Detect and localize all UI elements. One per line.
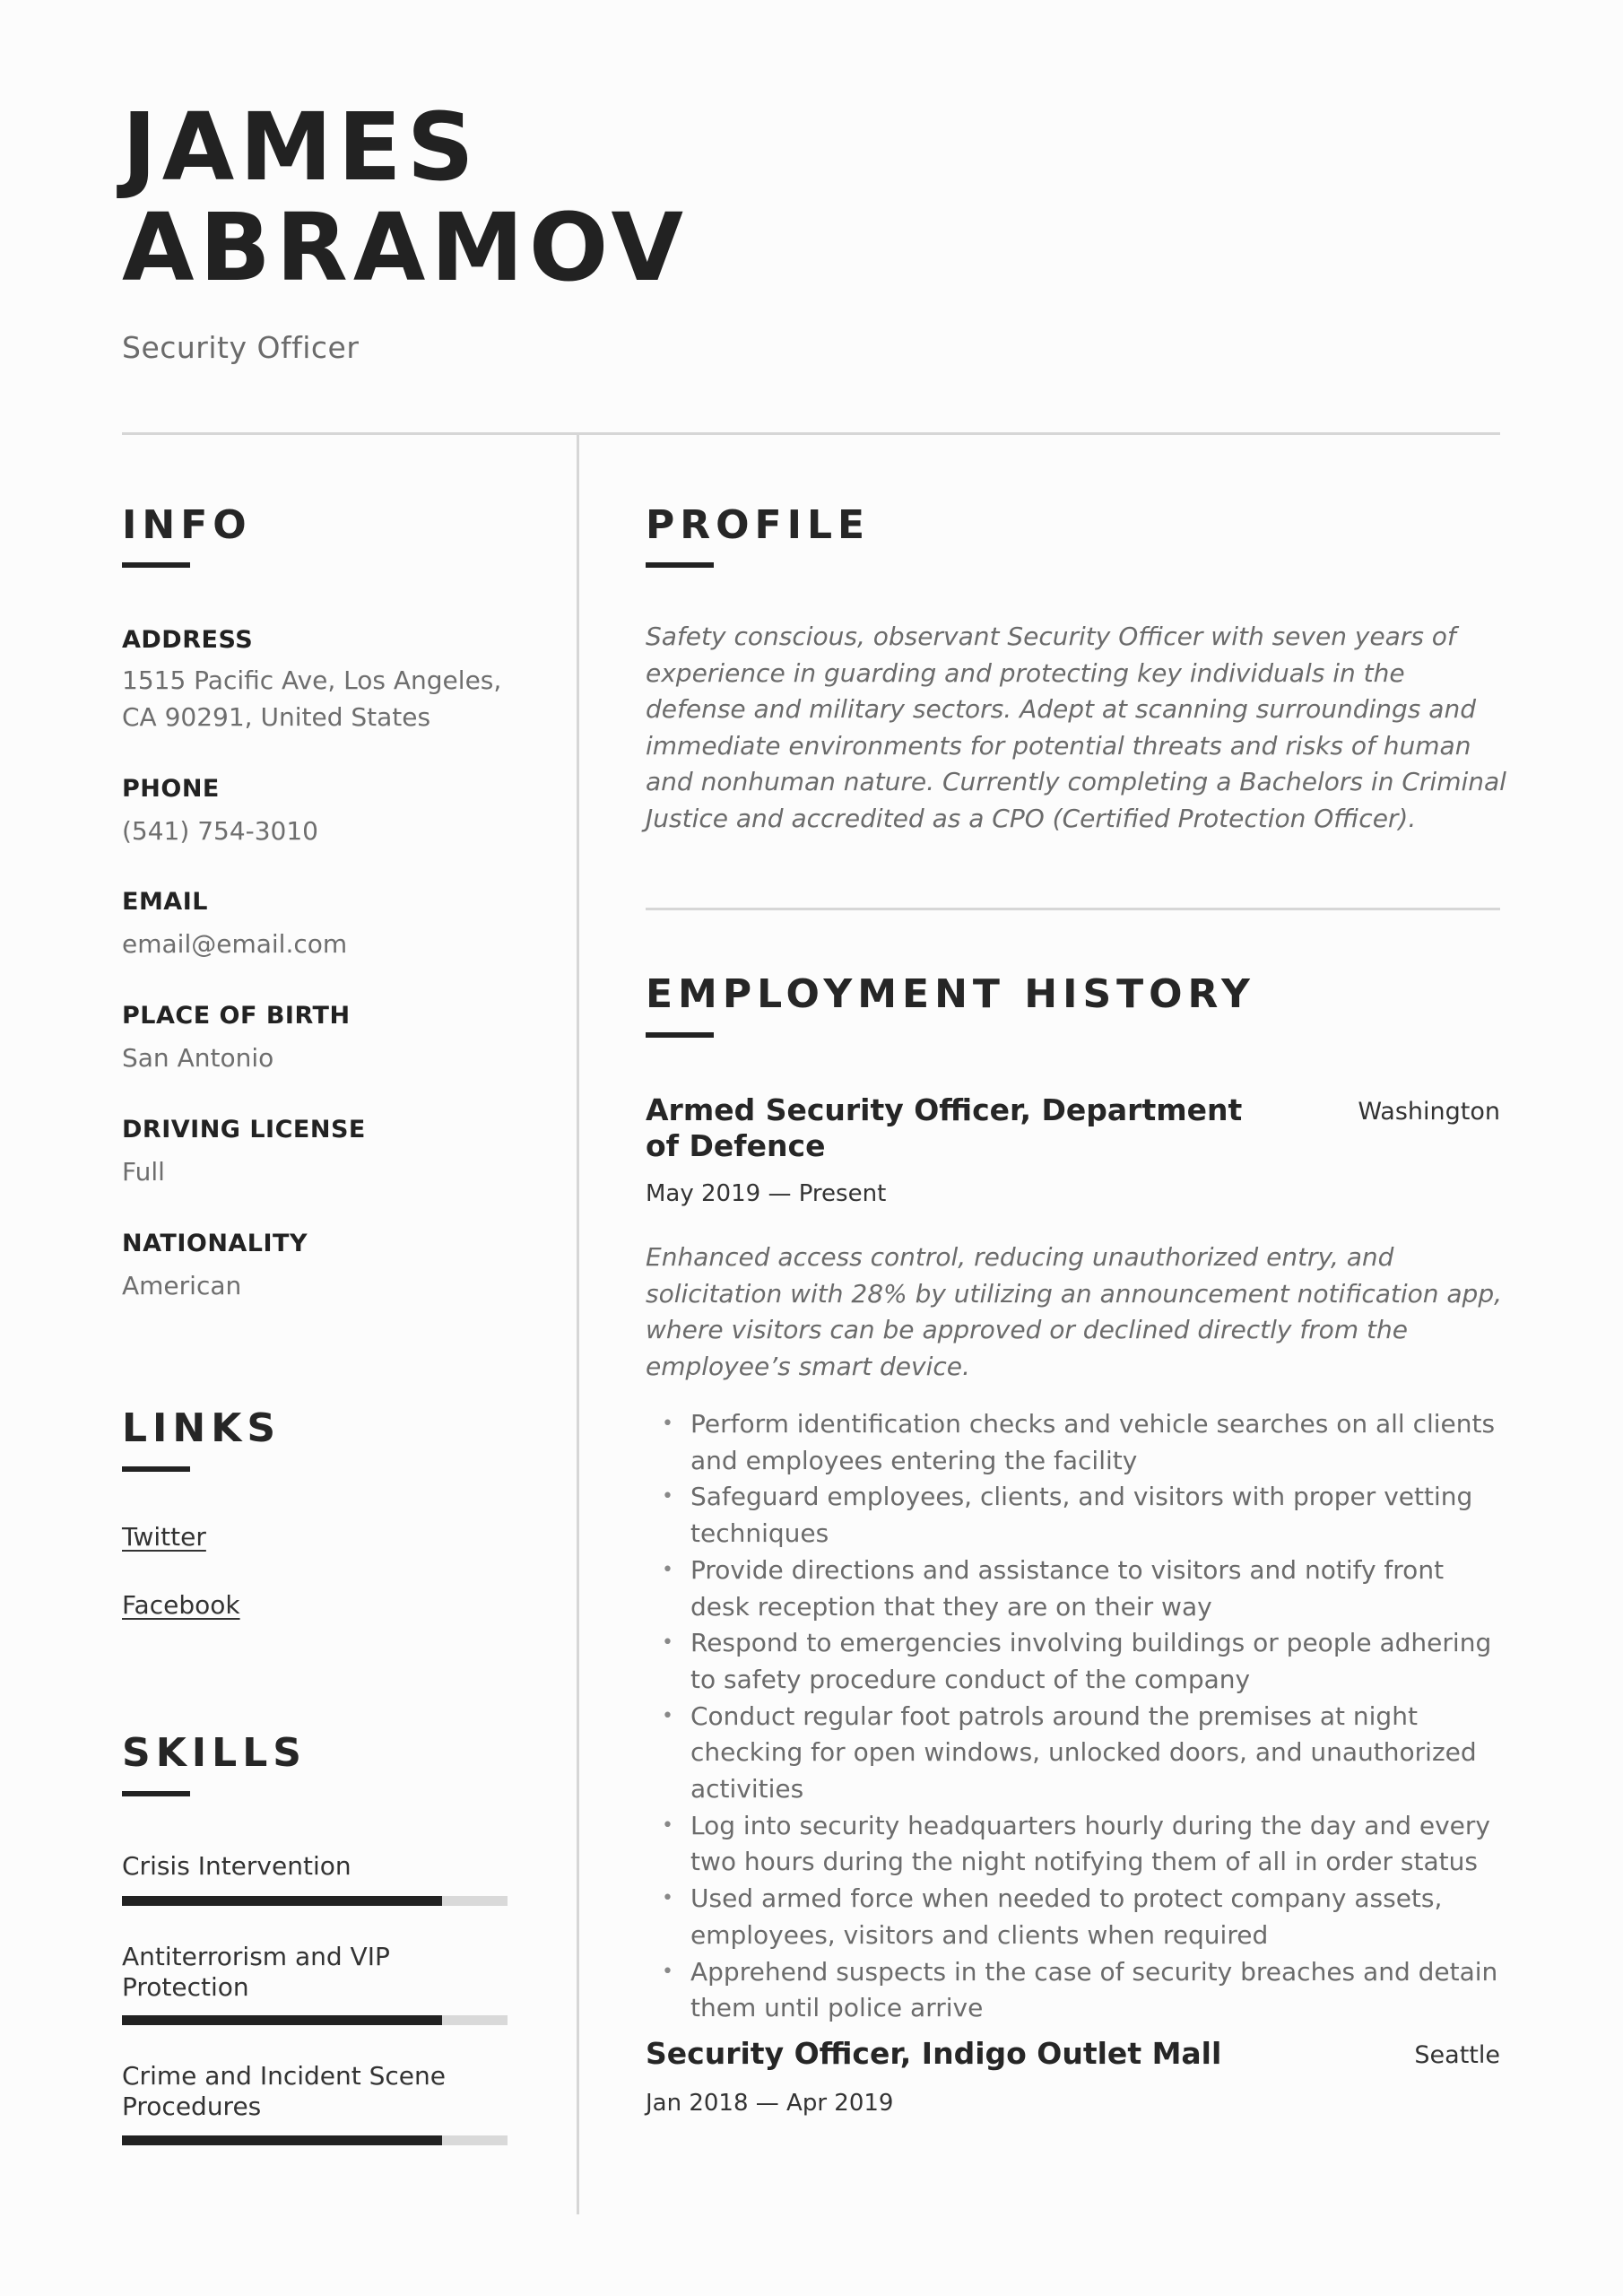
info-heading-underline	[122, 562, 190, 568]
name-last: ABRAMOV	[122, 193, 689, 302]
candidate-title: Security Officer	[122, 330, 360, 365]
skill-name: Crisis Intervention	[122, 1851, 352, 1881]
profile-heading-underline	[646, 562, 714, 568]
skill-level-bar	[122, 1896, 508, 1906]
facebook-link[interactable]: Facebook	[122, 1590, 240, 1620]
employment-heading: EMPLOYMENT HISTORY	[646, 971, 1255, 1017]
skill-level-bar	[122, 2015, 508, 2025]
name-first: JAMES	[122, 92, 480, 202]
bullet-icon: •	[662, 1631, 673, 1655]
job-description: Enhanced access control, reducing unauthorized entry, and solicitation with 28% by utilizing an announcement notification app, where visitors can be approved or declined directly from the employee’s smart device.	[646, 1242, 1503, 1381]
job-location: Washington	[1358, 1098, 1500, 1126]
bullet-icon: •	[662, 1704, 673, 1727]
job-title: Armed Security Officer, Department of Defence	[646, 1092, 1243, 1163]
email-label: EMAIL	[122, 888, 208, 916]
profile-summary: Safety conscious, observant Security Officer with seven years of experience in guarding and protecting key individuals in the defense and military sectors. Adept at scanning surroundings and immediate environments for potential threats and risks of human and nonhuman nature. Currently completing a Bachelors in Criminal Justice and accredited as a CPO (Certified Protection Officer).	[646, 622, 1506, 833]
candidate-name	[122, 92, 689, 302]
job-responsibilities	[646, 1406, 1506, 2027]
job-dates: May 2019 — Present	[646, 1180, 887, 1207]
phone-label: PHONE	[122, 775, 220, 803]
phone-value: (541) 754-3010	[122, 816, 318, 846]
email-value: email@email.com	[122, 929, 348, 959]
driving-license-value: Full	[122, 1157, 165, 1187]
profile-divider	[646, 908, 1500, 910]
place-of-birth-value: San Antonio	[122, 1043, 274, 1073]
list-item: • Conduct regular foot patrols around the premises at night checking for open windows, unlocked doors, and unauthorized activities	[646, 1699, 1506, 1808]
profile-heading: PROFILE	[646, 502, 871, 548]
skill-level-fill	[122, 1896, 442, 1906]
list-item: • Safeguard employees, clients, and visitors with proper vetting techniques	[646, 1479, 1506, 1552]
address-label: ADDRESS	[122, 626, 254, 654]
bullet-icon: •	[662, 1960, 673, 1983]
nationality-label: NATIONALITY	[122, 1230, 308, 1257]
nationality-value: American	[122, 1271, 242, 1300]
job-dates: Jan 2018 — Apr 2019	[646, 2090, 894, 2117]
skill-level-bar	[122, 2135, 508, 2145]
skill-name: Crime and Incident Scene Procedures	[122, 2061, 446, 2121]
bullet-icon: •	[662, 1813, 673, 1837]
twitter-link[interactable]: Twitter	[122, 1522, 206, 1552]
bullet-icon: •	[662, 1558, 673, 1581]
skill-name: Antiterrorism and VIP Protection	[122, 1942, 390, 2002]
list-item: • Perform identification checks and vehicle searches on all clients and employees entering the facility	[646, 1406, 1506, 1479]
info-heading: INFO	[122, 502, 252, 548]
address-value: 1515 Pacific Ave, Los Angeles, CA 90291, United States	[122, 665, 502, 732]
list-item: • Log into security headquarters hourly during the day and every two hours during the night notifying them of all in order status	[646, 1808, 1506, 1881]
list-item: • Apprehend suspects in the case of security breaches and detain them until police arrive	[646, 1954, 1506, 2027]
list-item: • Respond to emergencies involving buildings or people adhering to safety procedure conduct of the company	[646, 1625, 1506, 1698]
employment-heading-underline	[646, 1032, 714, 1038]
skill-level-fill	[122, 2135, 442, 2145]
place-of-birth-label: PLACE OF BIRTH	[122, 1002, 351, 1030]
links-heading-underline	[122, 1466, 190, 1472]
job-location: Seattle	[1414, 2041, 1500, 2069]
skill-level-fill	[122, 2015, 442, 2025]
skills-heading: SKILLS	[122, 1730, 307, 1776]
skills-heading-underline	[122, 1791, 190, 1796]
job-title: Security Officer, Indigo Outlet Mall	[646, 2036, 1222, 2071]
bullet-icon: •	[662, 1413, 673, 1435]
bullet-icon: •	[662, 1485, 673, 1509]
list-item: • Used armed force when needed to protect company assets, employees, visitors and clients when required	[646, 1881, 1506, 1953]
list-item: • Provide directions and assistance to visitors and notify front desk reception that they are on their way	[646, 1552, 1506, 1625]
header-divider	[122, 432, 1500, 435]
bullet-icon: •	[662, 1887, 673, 1910]
links-heading: LINKS	[122, 1405, 282, 1451]
driving-license-label: DRIVING LICENSE	[122, 1116, 366, 1144]
column-divider	[577, 432, 579, 2214]
